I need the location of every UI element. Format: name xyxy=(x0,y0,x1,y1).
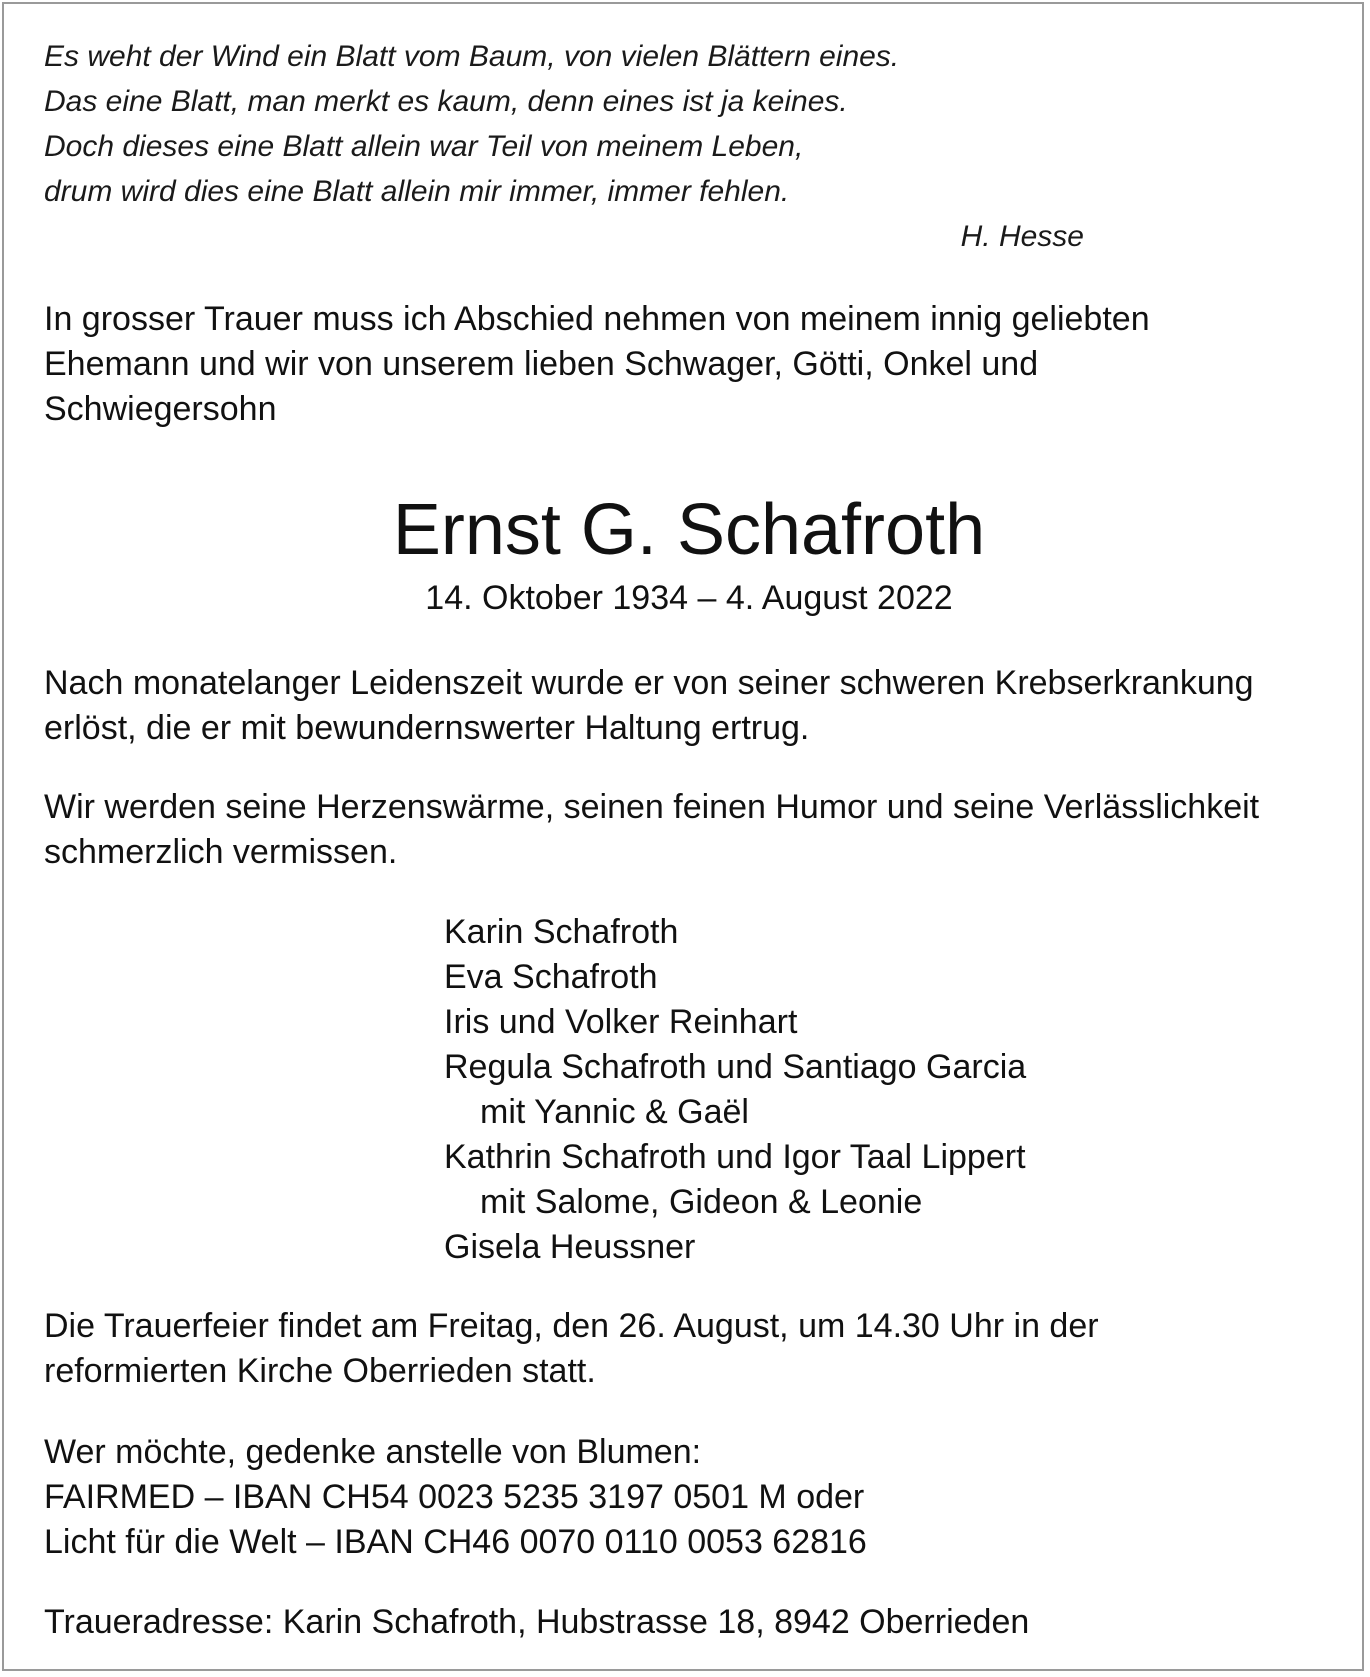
mourner-children: mit Salome, Gideon & Leonie xyxy=(480,1183,923,1221)
mourner-children: mit Yannic & Gaël xyxy=(480,1093,749,1131)
poem-line: Doch dieses eine Blatt allein war Teil von meinem Leben, xyxy=(44,130,804,163)
mourner-name: Eva Schafroth xyxy=(444,958,658,996)
intro-line: Schwiegersohn xyxy=(44,390,277,428)
donation-line: Wer möchte, gedenke anstelle von Blumen: xyxy=(44,1433,702,1471)
ceremony-line: Die Trauerfeier findet am Freitag, den 26. August, um 14.30 Uhr in der xyxy=(44,1307,1099,1345)
donation-paragraph xyxy=(44,1430,1344,1565)
remembrance-paragraph xyxy=(44,785,1344,875)
poem-author: H. Hesse xyxy=(960,220,1084,253)
remembrance-line: schmerzlich vermissen. xyxy=(44,833,398,871)
donation-line: Licht für die Welt – IBAN CH46 0070 0110 0053 62816 xyxy=(44,1523,867,1561)
deceased-name: Ernst G. Schafroth xyxy=(392,490,986,570)
intro-line: In grosser Trauer muss ich Abschied nehmen von meinem innig geliebten xyxy=(44,300,1150,338)
ceremony-line: reformierten Kirche Oberrieden statt. xyxy=(44,1352,596,1390)
mourning-address xyxy=(44,1600,1344,1645)
illness-line: erlöst, die er mit bewundernswerter Haltung ertrug. xyxy=(44,709,810,747)
mourner-name: Regula Schafroth und Santiago Garcia xyxy=(444,1048,1027,1086)
poem-line: Das eine Blatt, man merkt es kaum, denn eines ist ja keines. xyxy=(44,85,848,118)
mourner-name: Iris und Volker Reinhart xyxy=(444,1003,798,1041)
illness-line: Nach monatelanger Leidenszeit wurde er von seiner schweren Krebserkrankung xyxy=(44,664,1254,702)
mourner-name: Gisela Heussner xyxy=(444,1228,696,1266)
mourner-name: Karin Schafroth xyxy=(444,913,679,951)
intro-paragraph xyxy=(44,297,1344,432)
poem-line: Es weht der Wind ein Blatt vom Baum, von vielen Blättern eines. xyxy=(44,40,900,73)
remembrance-line: Wir werden seine Herzenswärme, seinen feinen Humor und seine Verlässlichkeit xyxy=(44,788,1260,826)
illness-paragraph xyxy=(44,661,1344,751)
intro-line: Ehemann und wir von unserem lieben Schwager, Götti, Onkel und xyxy=(44,345,1039,383)
donation-line: FAIRMED – IBAN CH54 0023 5235 3197 0501 M oder xyxy=(44,1478,865,1516)
notice-frame xyxy=(2,2,1364,1671)
mourner-name: Kathrin Schafroth und Igor Taal Lippert xyxy=(444,1138,1026,1176)
life-dates: 14. Oktober 1934 – 4. August 2022 xyxy=(425,579,953,617)
ceremony-paragraph xyxy=(44,1304,1344,1394)
address-line: Traueradresse: Karin Schafroth, Hubstrasse 18, 8942 Oberrieden xyxy=(44,1603,1030,1641)
mourners-list xyxy=(444,910,1026,1270)
poem-line: drum wird dies eine Blatt allein mir immer, immer fehlen. xyxy=(44,175,790,208)
poem xyxy=(44,34,1084,259)
